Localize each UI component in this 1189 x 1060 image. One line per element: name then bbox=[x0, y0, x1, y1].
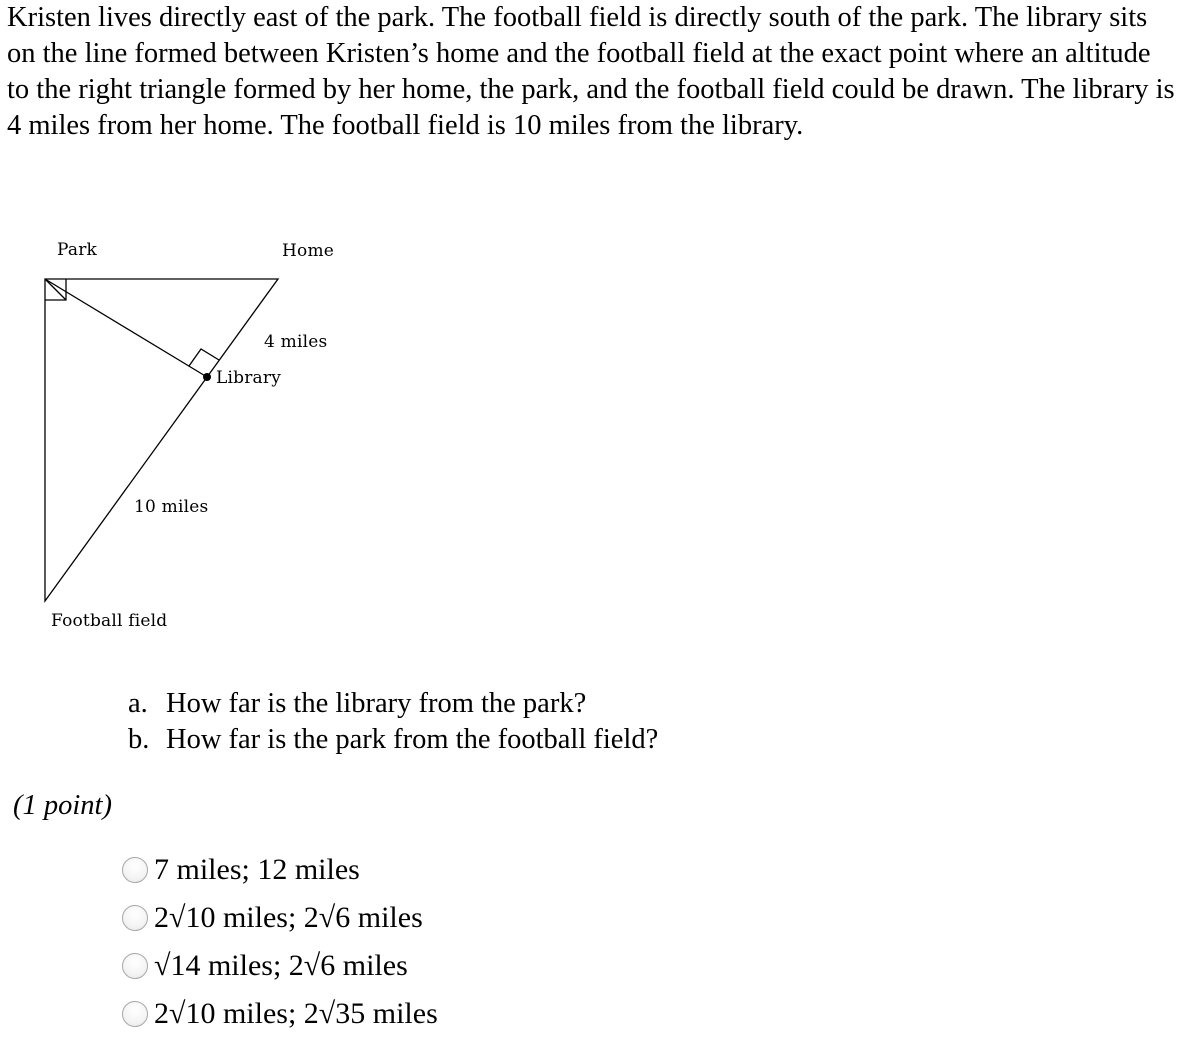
choice-label: 2√10 miles; 2√35 miles bbox=[154, 997, 438, 1030]
question-letter: a. bbox=[128, 688, 148, 719]
choice-label: 2√10 miles; 2√6 miles bbox=[154, 901, 423, 934]
radio-button[interactable] bbox=[122, 953, 148, 979]
question-letter: b. bbox=[128, 724, 150, 755]
library-football-distance-label: 10 miles bbox=[134, 497, 209, 517]
triangle-drawing bbox=[0, 225, 400, 645]
answer-choice-4[interactable] bbox=[122, 990, 438, 1038]
home-library-distance-label: 4 miles bbox=[264, 332, 328, 352]
football-field-label: Football field bbox=[51, 611, 168, 631]
problem-statement: Kristen lives directly east of the park. The football field is directly south of the park. The library sits on the line formed between Kristen’s home and the football field at the exact point where an altitude to the right triangle formed by her home, the park, and the football field could be drawn. The library is 4 miles from her home. The football field is 10 miles from the library. bbox=[7, 2, 1175, 141]
answer-choice-2[interactable] bbox=[122, 894, 438, 942]
question-text: How far is the park from the football field? bbox=[166, 724, 659, 755]
question-a bbox=[128, 686, 658, 722]
radio-button[interactable] bbox=[122, 1001, 148, 1027]
library-right-angle-mark bbox=[189, 349, 219, 366]
altitude-line bbox=[45, 279, 207, 377]
answer-choices bbox=[122, 846, 438, 1038]
home-label: Home bbox=[282, 241, 335, 261]
points-value: (1 point) bbox=[13, 790, 112, 821]
question-b bbox=[128, 722, 658, 758]
right-triangle bbox=[45, 279, 278, 601]
choice-label: 7 miles; 12 miles bbox=[154, 853, 360, 886]
answer-choice-3[interactable] bbox=[122, 942, 438, 990]
library-point bbox=[203, 373, 211, 381]
answer-choice-1[interactable] bbox=[122, 846, 438, 894]
radio-button[interactable] bbox=[122, 905, 148, 931]
radio-button[interactable] bbox=[122, 857, 148, 883]
question-text: How far is the library from the park? bbox=[166, 688, 587, 719]
question-list bbox=[128, 686, 658, 758]
choice-label: √14 miles; 2√6 miles bbox=[154, 949, 408, 982]
triangle-diagram bbox=[0, 225, 400, 645]
library-label: Library bbox=[216, 368, 282, 388]
park-label: Park bbox=[57, 240, 98, 260]
